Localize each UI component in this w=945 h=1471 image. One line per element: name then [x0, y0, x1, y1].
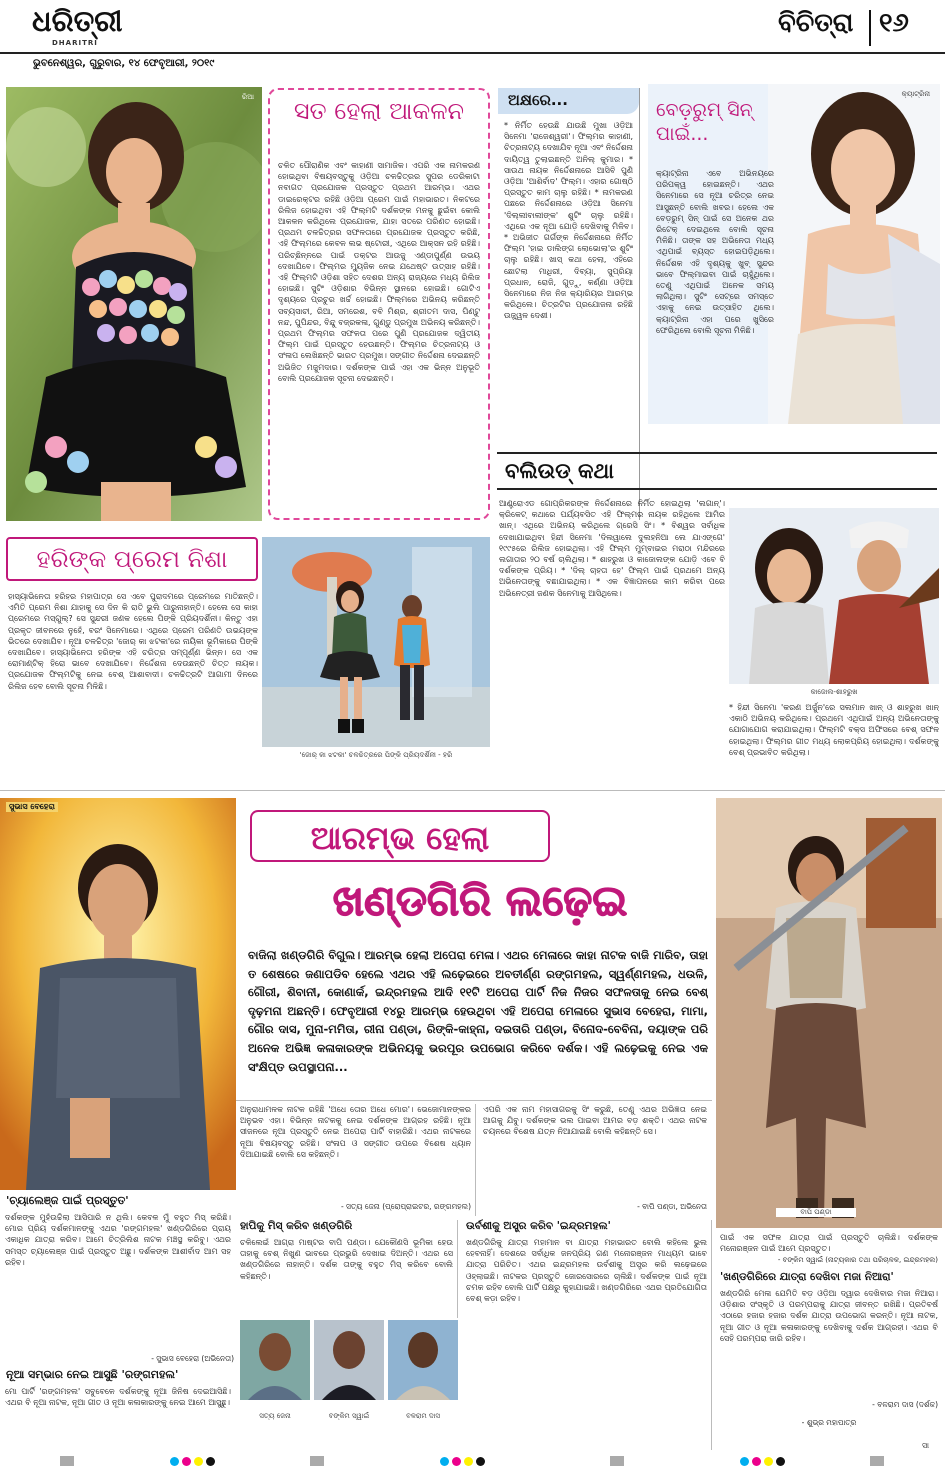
feature-col5-credit2: - ବଳରାମ ଦାସ (ଦର୍ଶକ) [872, 1400, 938, 1409]
actress-photo-illustration [6, 87, 262, 521]
feature-left-photo [0, 798, 236, 1190]
feature-col4 [462, 1220, 712, 1450]
story5 [497, 452, 941, 777]
bottom-left-body2: ମୋ ପାର୍ଟି 'ରଙ୍ଗମହଲ' ସବୁବେଳେ ଦର୍ଶକଙ୍କୁ ନୂଆ ଜିନିଷ ଦେଇଆସିଛି। ଏଥର ବି ନୂଆ ନାଟକ, ନୂଆ ଗୀତ ଓ ନୂଆ କଳାକାରଙ୍କୁ ନେଇ ଆମେ ଆସୁଛୁ। [5, 1387, 231, 1408]
bottom-left-h1: 'ଚ୍ୟାଲେଞ୍ଜ ପାଇଁ ପ୍ରସ୍ତୁତ' [6, 1194, 129, 1207]
feature-col1-credit: - ସତ୍ୟ ଜେନା (ପ୍ରୋପ୍ରାଇଟର, ରଙ୍ଗମହଲ) [340, 1202, 471, 1211]
story2-body: * ନିର୍ମିତ ହେଉଛି ଯାଉଛି ମୁଖା ଓଡ଼ିଆ ସିନେମା 'ରାଜେଶ୍ୱରୀ'। ଫିଲ୍ମର କାହାଣୀ, ଚିତ୍ରନାଟ୍ୟ ଦେଖାଯିବ ନୂଆ ଏବଂ ନିର୍ଦ୍ଦେଶନା ଦାୟିତ୍ୱ ତୁଲାଇଛନ୍ତି ଅନିଲ୍ କୁମାର। * ସାଉଥ ନାୟକ ନିର୍ଦ୍ଦେଶନାରେ ଆସିବି ପୁଣି ଓଡ଼ିଆ 'ଆଶିର୍ବାଦ' ଫିଲ୍ମ। ଏହାର ଗୋଷ୍ଠି ପ୍ରସ୍ତୁତ କାମ ଚାଲୁ ରହିଛି। * ନାମକରଣ ପଛରେ ନିର୍ଦ୍ଦେଶନାରେ ଓଡ଼ିଆ ସିନେମା 'ଦିଲ୍ଲୀବାଲୀଙ୍କ' ଶୁଟିଂ ଚାଲୁ ରହିଛି। ଏଥିରେ ଏକ ନୂଆ ଯୋଡ଼ି ଦେଖିବାକୁ ମିଳିବ। * ଅଭିଜୀତ ଗର୍ଗଙ୍କ ନିର୍ଦ୍ଦେଶନାରେ ନିର୍ମିତ ଫିଲ୍ମ 'ହାଇ ଡାଲିଙ୍ଗ ଲୋଭୋଲା'ର ଶୁଟିଂ ଚାଲୁ ରହିଛି। ଖାସ୍ କଥା ହେଲା, ଏହିରେ ଛୋଟଲା ମାଧିରୀ, ଦିବ୍ୟା, ସୁପ୍ରିୟା ପ୍ରଧାନ, ରୋଜି, ଗୁଡ଼ୁ, କର୍ଣ୍ଣା ଓଡ଼ିଆ ସିନେମାରେ ନିଜ ନିଜ କ୍ୟାରିୟର ଆରମ୍ଭ କରିଥିଲେ। ଚିତ୍ରଟିର ପ୍ରଯୋଜନା ରହିଛି ଉଜ୍ଜ୍ୱଳ ଦେଶୀ। [504, 121, 633, 321]
portrait-3 [388, 1320, 458, 1400]
portrait-3-name: ବଳରାମ ଦାସ [406, 1412, 440, 1420]
story1-body: ଚଳିତ ପୌରାଣିକ ଏବଂ କାହାଣୀ ସାମାଜିକ। ଏପରି ଏକ ନାମକରଣ ହୋଇଥିବା ବିଷୟବସ୍ତୁକୁ ଓଡ଼ିଆ ଚଳଚ୍ଚିତ୍ରର ସୁପର ଡେରିକାଟା ନବାଗତ ପ୍ରଯୋଜକ ପ୍ରସ୍ତୁତ ପ୍ରଥମ ଆରମ୍ଭ। ଏଥର ଡାଇରେକ୍ଟର ରହିଛି ଓଡ଼ିଆ ପ୍ରେମ ପାଇଁ ମହାଭାରତ। ନିକଟରେ ରିଲିଜ ହୋଇଥିବା ଏହି ଫିଲ୍ମଟି ଦର୍ଶକଙ୍କ ମନକୁ ଛୁଇଁବା କୋଲି ଆକଳନ କରିଥିଲେ ପ୍ରଯୋଜକ, ଯାହା ସତରେ ପରିଣତ ହୋଇଛି। ପ୍ରଥମ ଚଳଚ୍ଚିତ୍ରର ସଫଳତାରେ ପ୍ରଯୋଜକ ପ୍ରସ୍ତୁତ କରିଛି, ଏହି ଫିଲ୍ମରେ କେବଳ ଲଭ ଷ୍ଟୋରୀ, ଏଥିରେ ଆକ୍ସନ ରହି ରହିଛି। ପରିଚ୍ଛିନ୍ନରେ ପାଇଁ ଡକ୍ଟର ଆଉଜୁ ଏଣ୍ଡାପୁର୍ଣ୍ଣ ଉଭୟ ଦେଖାଯିବେ। ଫିଲ୍ମର ମ୍ୟୁଜିକ ନେଇ ଯଥେଷ୍ଟ ଉତ୍ସାହ ରହିଛି। ଏହି ଫିଲ୍ମଟି ଓଡ଼ିଶା ସହିତ ଦେଶର ଅନ୍ୟ ରାଜ୍ୟରେ ମଧ୍ୟ ରିଲିଜ ହୋଇଛି। ସୁଟିଂ ଓଡ଼ିଶାର ବିଭିନ୍ନ ସ୍ଥାନରେ ହୋଇଛି। ଗୋଟିଏ ଦୃଶ୍ୟରେ ପ୍ରଚୁର ଖର୍ଚ୍ଚ ହୋଇଛି। ଫିଲ୍ମରେ ଅଭିନୟ କରିଛନ୍ତି ସବ୍ୟସାଚୀ, ରିଆ, ସମରେଶ, ବବି ମିଶ୍ର, ଶ୍ରୀତମ ଦାସ, ପିଣ୍ଟୁ ନନ୍ଦ, ପୁପିନ୍ଦର, ବିନ୍ଦୁ ବଜ୍ରକଳା, ଗୁଣ୍ଡୁ ପ୍ରମୁଖ ଅଭିନୟ କରିଛନ୍ତି। ପ୍ରଥମ ଫିଲ୍ମର ସଫଳତା ପରେ ପୁଣି ପ୍ରଯୋଜକ ଦ୍ୱିତୀୟ ଫିଲ୍ମ ପାଇଁ ପ୍ରସ୍ତୁତ ହେଉଛନ୍ତି। ଫିଲ୍ମର ଚିତ୍ରନାଟ୍ୟ ଓ ସଂଳାପ ଲେଖିଛନ୍ତି ଭାରତ ପ୍ରମୁଖ। ସଙ୍ଗୀତ ନିର୍ଦ୍ଦେଶନା ଦେଇଛନ୍ତି ଅଭିଜିତ ମଜୁମଦାର। ଦର୍ଶକଙ୍କ ପାଇଁ ଏହା ଏକ ଭିନ୍ନ ଅନୁଭୂତି ବୋଲି ପ୍ରଯୋଜକ ସୂଚନା ଦେଇଛନ୍ତି। [278, 161, 480, 383]
color-swatch-magenta-3 [752, 1457, 761, 1466]
color-swatch-yellow-3 [764, 1457, 773, 1466]
portraits-row [236, 1320, 462, 1460]
subhas-photo-illustration [0, 798, 236, 1190]
story5-title-bar [497, 452, 937, 490]
story3-body: କ୍ୟାଟ୍ରିନା ଏବେ ଅଭିନୟରେ ପରିପକ୍ୱ ହୋଇଛନ୍ତି। ଏଥର ସିନେମାରେ ସେ ନୂଆ ଚରିତ୍ର ନେଇ ଆସୁଛନ୍ତି ବୋଲି ଖବର। ହେଲେ ଏକ ବେଡ଼ରୁମ୍ ସିନ୍ ପାଇଁ ସେ ଅନେକ ଥର ରିଟେକ୍ ଦେଇଥିଲେ ବୋଲି ସୂଚନା ମିଳିଛି। ତାଙ୍କ ସହ ଅଭିନେତା ମଧ୍ୟ ଏଥିପାଇଁ ବ୍ୟସ୍ତ ହୋଇପଡ଼ିଥିଲେ। ନିର୍ଦ୍ଦେଶକ ଏହି ଦୃଶ୍ୟକୁ ଖୁବ୍ ସୁନ୍ଦର ଭାବେ ଫିଲ୍ମାଇବା ପାଇଁ ଚାହୁଁଥିଲେ। ତେଣୁ ଏଥିପାଇଁ ଅନେକ ସମୟ ଲାଗିଥିଲା। ସୁଟିଂ ସେଟ୍ରେ ସମସ୍ତେ ଏହାକୁ ନେଇ ଉତ୍ସାହିତ ଥିଲେ। କ୍ୟାଟ୍ରିନା ଏହା ପରେ ଖୁସିରେ ଫେରିଥିଲେ ବୋଲି ସୂଚନା ମିଳିଛି। [656, 169, 774, 335]
story4-photo-caption: 'ଜୋର୍ କା ଝଟକା' ଚଳଚ୍ଚିତ୍ରରେ ପିଙ୍କି ପ୍ରିୟଦର୍ଶିନୀ - ହରି [299, 751, 453, 759]
feature-left-photo-credit: ସୁଭାସ ବେହେରା [6, 802, 58, 812]
bapi-photo-illustration [716, 798, 942, 1228]
bottom-left-body1: ଦର୍ଶକଙ୍କ ମୁହଁଉଚ୍ଚିଲା ଆସିପାରି ନ ଥିଲି। କେବଳ ମୁଁ ବହୁତ ମିସ୍ କରିଛି। ମୋର ପ୍ରିୟ ଦର୍ଶକମାନଙ୍କୁ ଏଥର 'ରଙ୍ଗମହଲ' ଖଣ୍ଡଗିରିରେ ପ୍ରାୟ ଏକାଧିକ ଯାତ୍ରା କରିବ। ଆମେ ଚିତ୍ରିଲିଶ ନାଟକ ମଞ୍ଚସ୍ଥ କରିବୁ। ଏଥର ସମସ୍ତ ଚ୍ୟାଲେଞ୍ଜ ପାଇଁ ପ୍ରସ୍ତୁତ ଅଛୁ। ଦର୍ଶକଙ୍କ ଆଶୀର୍ବାଦ ଆମ ସହ ରହିବ। [5, 1213, 231, 1267]
footer-mark: ସା [922, 1441, 930, 1450]
story2-title-bar [498, 88, 639, 114]
footer-block-1 [60, 1456, 74, 1466]
story4-title: ହରିଙ୍କ ପ୍ରେମ ନିଶା [6, 537, 258, 581]
color-swatch-magenta [182, 1457, 191, 1466]
color-swatch-yellow [194, 1457, 203, 1466]
feature-right-photo-caption: ବାପି ପଣ୍ଡା [776, 1208, 856, 1217]
bottom-left-column [2, 1194, 234, 1464]
masthead [0, 0, 945, 78]
story3-photo-credit: କ୍ୟାଟ୍ରିନା [901, 90, 930, 98]
section-divider [869, 10, 871, 46]
feature-col5-heading: 'ଖଣ୍ଡଗିରିରେ ଯାତ୍ରା ଦେଖିବା ମଜା ନିଆରା' [720, 1271, 894, 1283]
story3-panel [648, 84, 940, 424]
story3-title: ବେଡ଼ରୁମ୍ ସିନ୍ ପାଇଁ... [656, 99, 753, 145]
story5-body2: * ହିନ୍ଦୀ ସିନେମା 'କରଣ ଅର୍ଜୁନ'ରେ ସଲମାନ ଖାନ୍ ଓ ଶାହରୁଖ ଖାନ୍ ଏକାଠି ଅଭିନୟ କରିଥିଲେ। ପ୍ରଥମେ ଏଥିପାଇଁ ଅନ୍ୟ ଅଭିନେତାଙ୍କୁ ଯୋଗାଯୋଗ କରାଯାଇଥିଲା। ଫିଲ୍ମଟି ବକ୍ସ ଅଫିସରେ ବେଶ୍ ସଫଳ ହୋଇଥିଲା। ଫିଲ୍ମର ଗୀତ ମଧ୍ୟ ଲୋକପ୍ରିୟ ହୋଇଥିଲା। ଦର୍ଶକଙ୍କୁ ବେଶ୍ ପ୍ରଭାବିତ କରିଥିଲା। [729, 703, 939, 757]
page-number: ୧୬ [879, 8, 909, 38]
feature-lead: ବାଜିଲା ଖଣ୍ଡଗିରି ବିଗୁଲ। ଆରମ୍ଭ ହେଲା ଅପେରା ମେଳା। ଏଥର ମେଳାରେ କାହା ନାଟକ ବାଜି ମାରିବ, ତାହା ତ ଶେଷରେ ଜଣାପଡିବ ହେଲେ ଏଥର ଏହି ଲଢ଼େଇରେ ଅବତୀର୍ଣ୍ଣ ରଙ୍ଗମହଲ, ସ୍ୱର୍ଣ୍ଣମହଲ, ଧଉଳି, ଗୌରୀ, ଶିବାନୀ, କୋଣାର୍କ, ଇନ୍ଦ୍ରମହଲ ଆଦି ୧୧ଟି ଅପେରା ପାର୍ଟି ନିଜ ନିଜର ସଫଳତାକୁ ନେଇ ବେଶ୍ ଦୃଢ଼ମନା ଅଛନ୍ତି। ଫେବୃଆରୀ ୧୪ରୁ ଆରମ୍ଭ ହେଉଥିବା ଏହି ଅପେରା ମେଳାରେ ସୁଭାସ ବେହେରା, ମାମା, ଗୌର ଦାସ, ମୁନା-ମମିତା, ରୀନା ପଣ୍ଡା, ରିଙ୍କି-କାହ୍ନା, ଦଇତାରି ପଣ୍ଡା, ବିନୋଦ-ବେବିନା, ଦୟାଙ୍କ ପରି ଅନେକ ଅଭିଜ୍ଞ କଳାକାରଙ୍କ ଅଭିନୟକୁ ଭରପୂର ଉପଭୋଗ କରିବେ ଦର୍ଶକ। ଏହି ଲଢ଼େଇକୁ ନେଇ ଏକ ସଂକ୍ଷିପ୍ତ ଉପସ୍ଥାପନା... [248, 948, 708, 1074]
color-swatch-black [206, 1457, 215, 1466]
feature-top-rule [0, 790, 945, 791]
story3-photo [768, 84, 940, 424]
footer-band [0, 1452, 945, 1471]
feature-cols-rule [236, 1100, 712, 1101]
section-name: ବିଚିତ୍ରା [778, 8, 854, 38]
feature-col5-body2: ଖଣ୍ଡଗିରି ମେଳା ଯେମିତି ବଡ଼ ଓଡ଼ିଆ ଦ୍ୱାର ଦେଖିବାର ମଜା ନିଆରା। ଓଡ଼ିଶାର ସଂସ୍କୃତି ଓ ପରମ୍ପରାକୁ ଯାତ୍ରା ଜୀବନ୍ତ ରଖିଛି। ପ୍ରତିବର୍ଷ ଏଠାରେ ହଜାର ହଜାର ଦର୍ଶକ ଯାତ୍ରା ଉପଭୋଗ କରନ୍ତି। ନୂଆ ନାଟକ, ନୂଆ ଗୀତ ଓ ନୂଆ କଳାକାରଙ୍କୁ ଦେଖିବାକୁ ଦର୍ଶକ ଆଗ୍ରହୀ। ଏଥର ବି ସେହି ପରମ୍ପରା ଜାରି ରହିବ। [720, 1289, 938, 1343]
story1-box [268, 88, 490, 520]
feature-col2 [479, 1104, 711, 1216]
portrait-2 [314, 1320, 384, 1400]
color-swatch-black-2 [476, 1457, 485, 1466]
masthead-rule [0, 52, 945, 54]
feature-col1-body: ଅନୁରାଧାମଳକ ନାଟକ ରହିଛି 'ଅଧେ ତୋର ଅଧେ ମୋର'। ଭେଜୋମାନଙ୍କର ଅନୁଭବ ଏହା। ବିଭିନ୍ନ ନାଟକକୁ ନେଇ ଦର୍ଶକଙ୍କ ଆଗ୍ରହ ରହିଛି। ନୂଆ ସୀଜନରେ ନୂଆ ପ୍ରସ୍ତୁତି ନେଇ ଅପେରା ପାର୍ଟି ବାହାରିଛି। ଏଥର ନାଟକରେ ନୂଆ ବିଷୟବସ୍ତୁ ରହିଛି। ସଂଳାପ ଓ ସଙ୍ଗୀତ ଉପରେ ବିଶେଷ ଧ୍ୟାନ ଦିଆଯାଇଛି ବୋଲି ସେ କହିଛନ୍ତି। [240, 1105, 471, 1159]
masthead-logo-sub: DHARITRI [52, 39, 98, 47]
masthead-logo: ଧରିତ୍ରୀ [32, 4, 123, 38]
footer-block-3 [610, 1456, 624, 1466]
color-swatch-cyan-2 [440, 1457, 449, 1466]
feature-col3-body: ଚଳିଲେଇଁ ଆଗ୍ରା ମାଷ୍ଟର ବାପି ପଣ୍ଡା। ଯେକୌଣସି ଭୂମିକା ହେଉ ତାହାକୁ ବେଶ୍ ନିଖୁଣ ଭାବରେ ପ୍ରଭୁରି ଦେଖାଇ ଦିଅନ୍ତି। ଏଥର ସେ ଖଣ୍ଡଗିରିରେ ନାହାନ୍ତି। ଦର୍ଶକ ତାଙ୍କୁ ବହୁତ ମିସ୍ କରିବେ ବୋଲି କହିଛନ୍ତି। [240, 1238, 453, 1281]
feature-col3-heading: ହାପିକୁ ମିସ୍ କରିବ ଖଣ୍ଡଗିରି [240, 1220, 353, 1232]
story5-title: ବଲିଉଡ୍ କଥା [505, 459, 614, 483]
bottom-left-credit1: - ସୁଭାସ ବେହେରା (ଅଭିନେତା) [151, 1354, 234, 1363]
story5-photo-caption: କାଜୋଲ-ଶାହରୁଖ [810, 688, 858, 696]
feature-col2-credit: - ବାପି ପଣ୍ଡା, ଅଭିନେତା [637, 1202, 707, 1211]
bottom-left-h2: ନୂଆ ସମ୍ଭାର ନେଇ ଆସୁଛି 'ରଙ୍ଗମହଲ' [6, 1368, 179, 1381]
hari-pinky-photo-illustration [262, 537, 490, 747]
feature-col2-body: ଏପରି ଏକ ନାମ ମହାସାଗରକୁ ସିଂ କରୁଛି, ତେଣୁ ଏଥର ଅଭିଜ୍ଞତା ନେଇ ଆଗକୁ ଯିବୁ। ଦର୍ଶକଙ୍କ ଭଲ ପାଇବା ଆମର ବଡ଼ ଶକ୍ତି। ଏଥର ନାଟକ ଚୟନରେ ବିଶେଷ ଯତ୍ନ ନିଆଯାଇଛି ବୋଲି କହିଛନ୍ତି ସେ। [483, 1105, 707, 1137]
footer-block-2 [310, 1456, 324, 1466]
feature-col5 [716, 1232, 942, 1460]
feature-kicker: ଆରମ୍ଭ ହେଲା [250, 810, 550, 862]
story1-photo [6, 87, 262, 521]
kajol-shahrukh-photo-illustration [729, 508, 939, 684]
color-swatch-cyan-3 [740, 1457, 749, 1466]
dateline: ଭୁବନେଶ୍ୱର, ଗୁରୁବାର, ୧୪ ଫେବୃଆରୀ, ୨୦୧୯ [33, 58, 215, 69]
feature-col5-credit: - ବଙ୍କିମ ସ୍ୱାଇଁ (ନାଟ୍ୟକାର ତଥା ପରିଚାଳକ, ଇନ୍ଦ୍ରମହଲ) [777, 1256, 938, 1264]
story4 [4, 535, 490, 770]
story5-body1: ଆଣ୍ଡ୍ରୋଏଡ ଗୋପ୍ରିକରଙ୍କ ନିର୍ଦ୍ଦେଶନାରେ ନିର୍ମିତ ହୋଇଥିଲା 'ଲଗାନ୍'। କ୍ରିକେଟ୍ କଥାରେ ପର୍ଯ୍ୟବସିତ ଏହି ଫିଲ୍ମର ନାୟକ ରହିଥିଲେ ଆମିର ଖାନ୍। ଏଥିରେ ଅଭିନୟ କରିଥିଲେ ଗ୍ରେସି ସିଂ। * ବିଶ୍ୱର ସର୍ବାଧିକ ଦେଖାଯାଇଥିବା ହିନ୍ଦୀ ସିନେମା 'ଦିଲୱାଲେ ଦୁଲହନିଆ ଲେ ଯାଏଙ୍ଗେ' ୧୯୯୫ରେ ରିଲିଜ ହୋଇଥିଲା। ଏହି ଫିଲ୍ମ ମୁମ୍ବାଇର ମରାଠା ମନ୍ଦିରରେ ଲଗାତାର ୨୦ ବର୍ଷ ଚାଲିଥିଲା। * ଶାହରୁଖ ଓ କାଜୋଲଙ୍କ ଯୋଡ଼ି ଏବେ ବି ଦର୍ଶକଙ୍କ ପ୍ରିୟ। * 'ଦିଲ୍ ଚାହତା ହେ' ଫିଲ୍ମ ପାଇଁ ପ୍ରଥମେ ଅନ୍ୟ ଅଭିନେତାଙ୍କୁ ବଛାଯାଇଥିଲା। * ଏକ ବିଜ୍ଞାପନରେ କାମ କରିବା ପରେ ଅଭିନେତ୍ରୀ ଜଣକ ସିନେମାକୁ ଆସିଥିଲେ। [499, 499, 725, 598]
feature-col4-heading: ଉର୍ବଶୀକୁ ଅସ୍ତ୍ର କରିବ 'ଇନ୍ଦ୍ରମହଲ' [466, 1220, 611, 1232]
feature-col4-body: ଖଣ୍ଡଗିରିକୁ ଯାତ୍ରା ମହାମାନ ବା ଯାତ୍ରା ମହାଭାରତ ବୋଲି କହିଲେ ଭୁଲ ହେବନାହିଁ। ଦେଶରେ ସର୍ବାଧିକ ଜନପ୍ରିୟ ଗଣ ମନୋରଞ୍ଜନ ମାଧ୍ୟମ ଭାବେ ଯାତ୍ରା ପରିଚିତ। ଏଥର ଇନ୍ଦ୍ରମହଲ ଉର୍ବଶୀକୁ ଅସ୍ତ୍ର କରି ଲଢ଼େଇରେ ଓହ୍ଲାଇଛି। ନାଟକର ପ୍ରସ୍ତୁତି ଜୋରସୋରରେ ଚାଲିଛି। ଦର୍ଶକଙ୍କ ପାଇଁ ନୂଆ ଚମକ ରହିବ ବୋଲି ପାର୍ଟି ପକ୍ଷରୁ କୁହାଯାଇଛି। ଖଣ୍ଡଗିରିରେ ଏଥର ପ୍ରତିଯୋଗିତା ବେଶ୍ କଡ଼ା ରହିବ। [466, 1238, 707, 1304]
feature-right-photo [716, 798, 942, 1228]
portrait-2-name: ବଙ୍କିମ ସ୍ୱାଇଁ [328, 1412, 370, 1420]
portrait-photo-balaram [388, 1320, 458, 1400]
footer-block-4 [870, 1456, 884, 1466]
story5-photo [729, 508, 939, 684]
color-swatch-yellow-2 [464, 1457, 473, 1466]
color-swatch-cyan [170, 1457, 179, 1466]
feature-col1 [236, 1104, 476, 1216]
story4-photo [262, 537, 490, 747]
story2-title: ଅକ୍ଷରେ... [508, 91, 568, 109]
feature-col5-credit3: - ଶୁଭ୍ର ମହାପାତ୍ର [801, 1418, 857, 1427]
story1-photo-credit: ରିଆ [241, 93, 254, 101]
portrait-1-name: ସତ୍ୟ ଜେନା [259, 1412, 291, 1420]
feature-col5-body: ପାଇଁ ଏକ ସଫଳ ଯାତ୍ରା ପାଇଁ ପ୍ରସ୍ତୁତି ଚାଲିଛି। ଦର୍ଶକଙ୍କ ମନୋରଞ୍ଜନ ପାଇଁ ଆମେ ପ୍ରସ୍ତୁତ। [720, 1233, 938, 1254]
portrait-photo-satya [240, 1320, 310, 1400]
color-swatch-magenta-2 [452, 1457, 461, 1466]
story4-body: ହାସ୍ୟାଭିନେତା ହରିହର ମହାପାତ୍ର ସେ ଏବେ ପୁରାଦମରେ ପ୍ରେମରେ ମାତିଛନ୍ତି। ଏମିତି ପ୍ରେମ ନିଶା ଯାହାକୁ ସେ ଦିନ କି ରାତି ଭୁଲି ପାରୁନାହାନ୍ତି। ହେଲେ ସେ କାହା ପ୍ରେମରେ ମସ୍ଗୁଲ୍? ସେ ସୁନ୍ଦରୀ ଜଣକ ହେଲେ ପିଙ୍କି ପ୍ରିୟଦର୍ଶିନୀ। କିନ୍ତୁ ଏହା ପ୍ରକୃତ ଜୀବନରେ ନୁହେଁ, ବରଂ ସିନେମାରେ। ଏଥିରେ ପ୍ରେମ ପରିଣତି ଉଭୟଙ୍କ ଭିତରେ ଦେଖାଯିବ। ନୂଆ ଚଳଚ୍ଚିତ୍ର 'ଜୋର୍ କା ଝଟକା'ରେ ନାୟିକା ଭୂମିକାରେ ପିଙ୍କି ଦେଖାଯିବେ। ହାସ୍ୟାଭିନେତା ହରିଙ୍କ ଏହି ଚରିତ୍ର ସମ୍ପୂର୍ଣ୍ଣ ଭିନ୍ନ। ସେ ଏକ ରୋମାଣ୍ଟିକ୍ ହିରୋ ଭାବେ ଦେଖାଯିବେ। ନିର୍ଦ୍ଦେଶନା ଦେଉଛନ୍ତି ଚିତ୍ତ ନାୟକ। ପ୍ରଯୋଜକ ଫିଲ୍ମଟିକୁ ନେଇ ବେଶ୍ ଆଶାବାଦୀ। ଚଳଚ୍ଚିତ୍ରଟି ଆଗାମୀ ଦିନରେ ରିଲିଜ ହେବ ବୋଲି ସୂଚନା ମିଳିଛି। [8, 592, 258, 691]
portrait-photo-bankim [314, 1320, 384, 1400]
color-swatch-black-3 [776, 1457, 785, 1466]
story1-title: ସତ ହେଲା ଆକଳନ [293, 97, 465, 125]
portrait-1 [240, 1320, 310, 1400]
katrina-photo-illustration [768, 84, 940, 424]
feature-col3 [236, 1220, 458, 1318]
feature-title: ଖଣ୍ଡଗିରି ଲଢ଼େଇ [332, 876, 628, 925]
